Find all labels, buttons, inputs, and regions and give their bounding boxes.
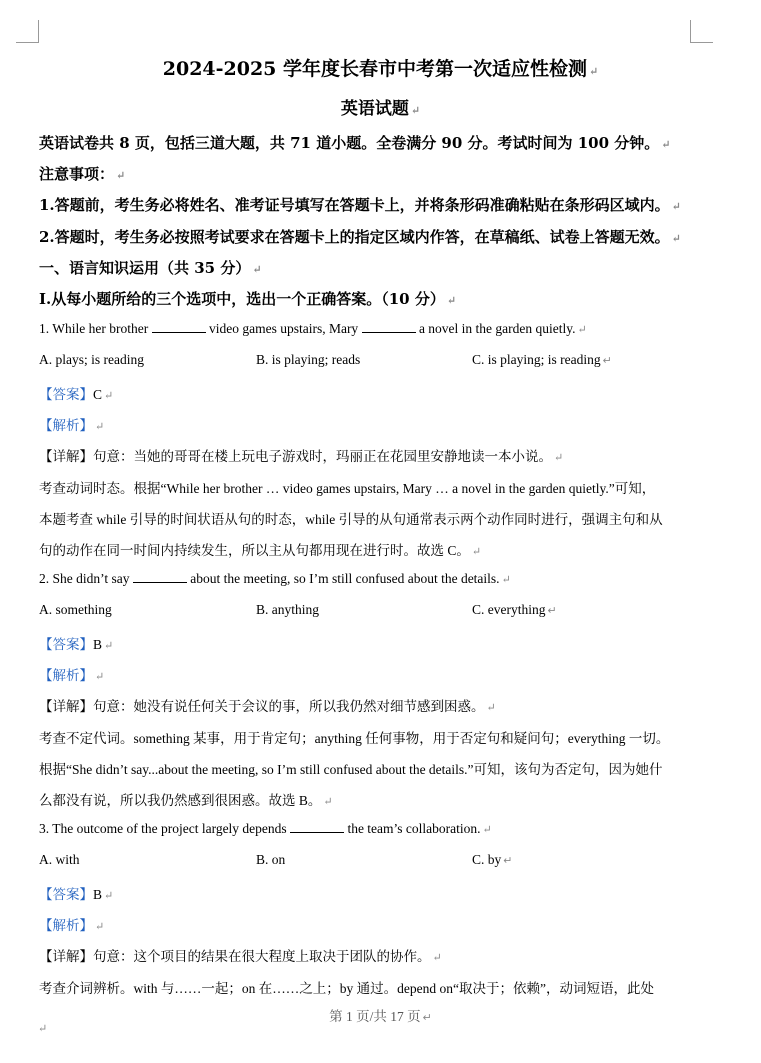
- question-2-analysis-label: 【解析】 ↵: [39, 668, 105, 683]
- document-title: 2024-2025 学年度长春市中考第一次适应性检测 ↵: [162, 58, 599, 80]
- question-3-option-c: C. by ↵: [472, 852, 513, 867]
- question-1-explanation-line: 考查动词时态。根据“While her brother … video games upstairs, Mary … a novel in the garden quietly.”可知，: [39, 481, 656, 496]
- question-3-answer: 【答案】B ↵: [39, 887, 114, 902]
- question-2-option-a: A. something: [39, 602, 112, 617]
- question-2-explanation-line: 么都没有说，所以我仍然感到很困惑。故选 B。 ↵: [39, 793, 333, 808]
- question-2-option-c: C. everything ↵: [472, 602, 557, 617]
- answer-blank: [290, 820, 344, 833]
- answer-blank: [362, 320, 416, 333]
- crop-mark-top-left: [16, 20, 39, 43]
- question-1-answer: 【答案】C ↵: [39, 387, 114, 402]
- exam-intro: 英语试卷共 8 页，包括三道大题，共 71 道小题。全卷满分 90 分。考试时间为 100 分钟。 ↵: [39, 134, 671, 152]
- part-heading: Ⅰ.从每小题所给的三个选项中，选出一个正确答案。（10 分） ↵: [39, 290, 457, 308]
- question-1-option-a: A. plays; is reading: [39, 352, 144, 367]
- answer-blank: [152, 320, 206, 333]
- crop-mark-top-right: [690, 20, 713, 43]
- paragraph-mark: ↵: [38, 1022, 48, 1035]
- question-1-analysis-label: 【解析】 ↵: [39, 418, 105, 433]
- question-1-detail: 【详解】句意：当她的哥哥在楼上玩电子游戏时，玛丽正在花园里安静地读一本小说。 ↵: [39, 449, 564, 464]
- notice-item-1: 1.答题前，考生务必将姓名、准考证号填写在答题卡上，并将条形码准确粘贴在条形码区域内。 ↵: [39, 196, 681, 214]
- question-2-explanation-line: 根据“She didn’t say...about the meeting, so I’m still confused about the details.”可知，该句为否定句，因为她什: [39, 762, 663, 777]
- question-1-option-c: C. is playing; is reading ↵: [472, 352, 612, 367]
- question-2-stem: 2. She didn’t say about the meeting, so I’m still confused about the details. ↵: [39, 571, 511, 586]
- question-1-explanation-line: 本题考查 while 引导的时间状语从句的时态，while 引导的从句通常表示两个动作同时进行，强调主句和从: [39, 512, 663, 527]
- notice-heading: 注意事项： ↵: [39, 165, 126, 183]
- notice-item-2: 2.答题时，考生务必按照考试要求在答题卡上的指定区域内作答，在草稿纸、试卷上答题无效。 ↵: [39, 228, 681, 246]
- question-3-analysis-label: 【解析】 ↵: [39, 918, 105, 933]
- question-1-stem: 1. While her brother video games upstairs, Mary a novel in the garden quietly. ↵: [39, 321, 587, 336]
- question-2-detail: 【详解】句意：她没有说任何关于会议的事，所以我仍然对细节感到困惑。 ↵: [39, 699, 496, 714]
- question-3-detail: 【详解】句意：这个项目的结果在很大程度上取决于团队的协作。 ↵: [39, 949, 442, 964]
- document-subtitle: 英语试题 ↵: [340, 99, 421, 119]
- question-2-answer: 【答案】B ↵: [39, 637, 114, 652]
- page-footer: 第 1 页/共 17 页 ↵: [329, 1009, 432, 1024]
- section-heading: 一、语言知识运用（共 35 分） ↵: [39, 259, 262, 277]
- question-3-explanation-line: 考查介词辨析。with 与……一起；on 在……之上；by 通过。depend on“取决于；依赖”，动词短语，此处: [39, 981, 654, 996]
- question-2-option-b: B. anything: [256, 602, 319, 617]
- answer-blank: [133, 570, 187, 583]
- question-2-explanation-line: 考查不定代词。something 某事，用于肯定句；anything 任何事物，用于否定句和疑问句；everything 一切。: [39, 731, 670, 746]
- question-1-explanation-line: 句的动作在同一时间内持续发生，所以主从句都用现在进行时。故选 C。 ↵: [39, 543, 482, 558]
- question-3-option-a: A. with: [39, 852, 80, 867]
- question-3-stem: 3. The outcome of the project largely depends the team’s collaboration. ↵: [39, 821, 492, 836]
- question-3-option-b: B. on: [256, 852, 286, 867]
- question-1-option-b: B. is playing; reads: [256, 352, 361, 367]
